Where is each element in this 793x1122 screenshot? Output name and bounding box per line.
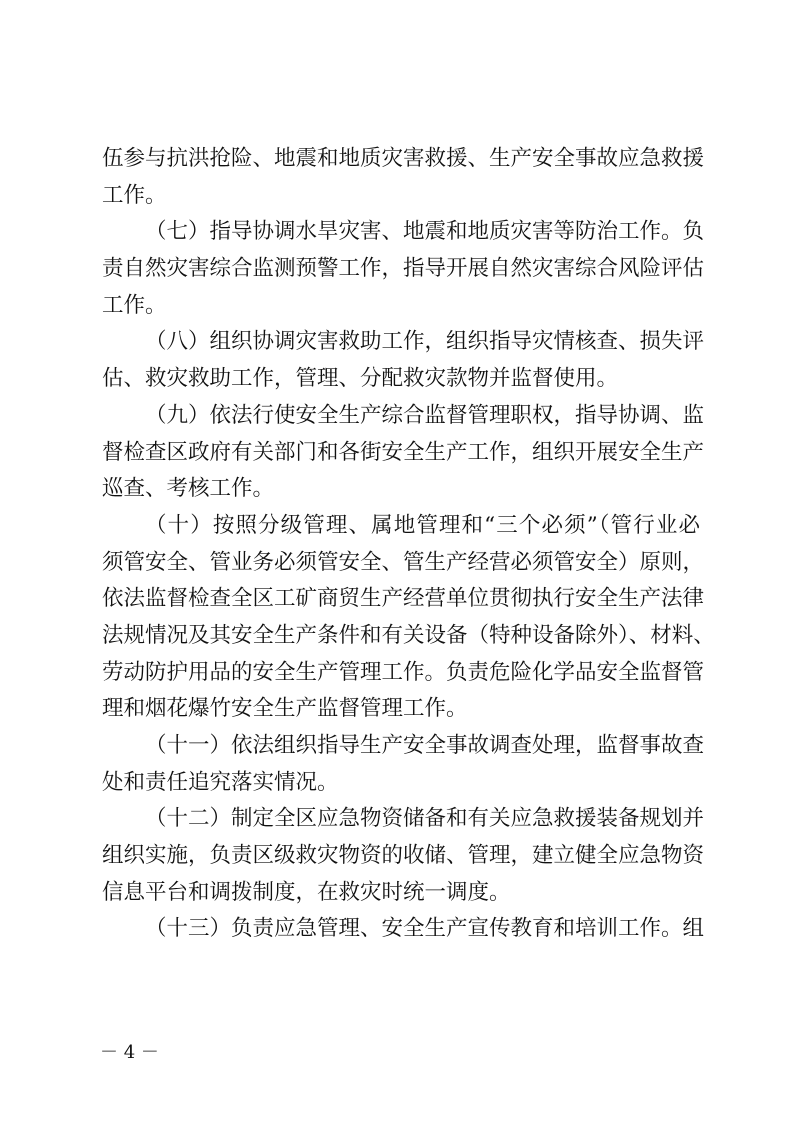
text-line: 须管安全、管业务必须管安全、管生产经营必须管安全）原则， — [102, 549, 705, 575]
text-line: 伍参与抗洪抢险、地震和地质灾害救援、生产安全事故应急救援 — [102, 146, 705, 171]
text-line: 组织实施，负责区级救灾物资的收储、管理，建立健全应急物资 — [102, 843, 705, 869]
text-line: 处和责任追究落实情况。 — [102, 769, 339, 795]
text-line: 工作。 — [102, 182, 167, 208]
text-line: 估、救灾救助工作，管理、分配救灾款物并监督使用。 — [102, 366, 619, 392]
text-line: （八）组织协调灾害救助工作，组织指导灾情核查、损失评 — [145, 329, 705, 355]
text-line: 责自然灾害综合监测预警工作，指导开展自然灾害综合风险评估 — [102, 256, 705, 282]
text-line: 理和烟花爆竹安全生产监督管理工作。 — [102, 696, 468, 722]
document-body — [102, 141, 715, 948]
text-line: （七）指导协调水旱灾害、地震和地质灾害等防治工作。负 — [145, 219, 705, 245]
text-line: （十三）负责应急管理、安全生产宣传教育和培训工作。组 — [145, 916, 705, 942]
page-number: － 4 － — [100, 1042, 159, 1063]
text-line: 督检查区政府有关部门和各街安全生产工作，组织开展安全生产 — [102, 439, 705, 465]
text-line: （十）按照分级管理、属地管理和“三个必须”（管行业必 — [145, 512, 700, 538]
text-line: 法规情况及其安全生产条件和有关设备（特种设备除外）、材料、 — [102, 622, 715, 648]
text-line: 依法监督检查全区工矿商贸生产经营单位贯彻执行安全生产法律 — [102, 586, 705, 612]
text-line: 工作。 — [102, 292, 167, 318]
text-line: 劳动防护用品的安全生产管理工作。负责危险化学品安全监督管 — [102, 659, 705, 685]
text-line: （十二）制定全区应急物资储备和有关应急救援装备规划并 — [145, 806, 705, 832]
text-line: 巡查、考核工作。 — [102, 476, 275, 502]
text-line: 信息平台和调拨制度，在救灾时统一调度。 — [102, 879, 511, 905]
text-line: （十一）依法组织指导生产安全事故调查处理，监督事故查 — [145, 733, 705, 758]
text-line: （九）依法行使安全生产综合监督管理职权，指导协调、监 — [145, 402, 705, 428]
